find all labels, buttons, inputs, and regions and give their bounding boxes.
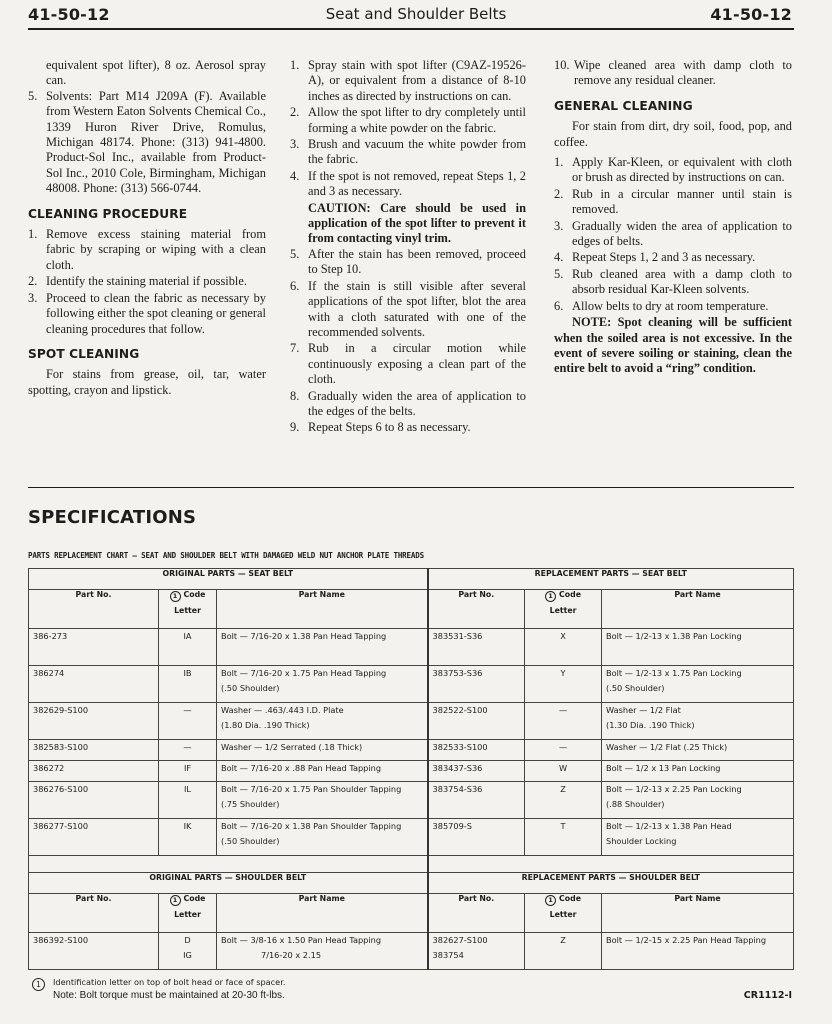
list-item [554,187,792,218]
list-item [28,227,266,273]
repl-part-name [602,740,794,761]
item-number: 1. [28,227,38,242]
list-item [554,267,792,298]
table-row [29,761,794,782]
orig-part-no: 386-273 [29,629,159,666]
part-name-line: Bolt — 1/2-13 x 2.25 Pan Locking [606,784,742,794]
item-number: 10. [554,58,570,72]
item-number: 4. [290,168,300,183]
circled-number-icon: 1 [545,895,556,906]
page-number-left: 41-50-12 [28,5,110,24]
orig-part-no: 386277-S100 [29,819,159,856]
col-header-part-name: Part Name [217,894,428,933]
text-column-2 [290,58,526,437]
part-name-line: Bolt — 7/16-20 x 1.38 Pan Shoulder Tapping [221,821,402,831]
list-item [554,155,792,186]
orig-code: IF [159,761,217,782]
item-text: Proceed to clean the fabric as necessary by following either the spot cleaning or general cleaning procedures that follow. [46,290,266,336]
col-header-part-no: Part No. [428,590,525,629]
repl-part-no [428,666,525,703]
table-row [29,629,794,666]
repl-part-no [428,819,525,856]
heading-general-cleaning: GENERAL CLEANING [554,98,693,113]
part-no-line: 383753-S36 [432,668,483,678]
repl-part-name [602,629,794,666]
item-number: 3. [290,137,300,152]
part-no-line: 383531-S36 [432,631,483,641]
col-header-code-letter [525,894,602,933]
part-name-line: Bolt — 1/2-13 x 1.38 Pan Locking [606,631,742,641]
code-label: Code [559,894,581,903]
orig-part-no: 386392-S100 [29,933,159,970]
orig-part-name [217,666,428,703]
orig-part-no: 386274 [29,666,159,703]
table-row [29,666,794,703]
part-no-line: 382627-S100 [432,935,488,945]
col-header-code-letter [159,590,217,629]
table-group-header [29,569,794,590]
item-number: 4. [554,250,564,265]
repl-code: W [525,761,602,782]
table-column-header [29,894,794,933]
part-name-line: Bolt — 7/16-20 x 1.75 Pan Head Tapping [221,668,387,678]
orig-part-no: 382629-S100 [29,703,159,740]
code-line: IG [183,950,192,960]
part-name-line: Bolt — 3/8-16 x 1.50 Pan Head Tapping [221,935,382,945]
col-header-part-name: Part Name [602,894,794,933]
part-name-line: Bolt — 1/2-15 x 2.25 Pan Head Tapping [606,935,767,945]
part-name-line: Washer — 1/2 Serrated (.18 Thick) [221,742,363,752]
part-name-line: (1.30 Dia. .190 Thick) [606,720,695,730]
part-name-line: Bolt — 7/16-20 x .88 Pan Head Tapping [221,763,382,773]
specifications-heading: SPECIFICATIONS [28,507,197,528]
orig-code: IL [159,782,217,819]
code-label: Code [183,894,206,903]
code-label: Code [559,590,581,599]
item-text: Apply Kar-Kleen, or equivalent with cloth or brush as directed by instructions on can. [572,155,792,185]
col-header-code-letter [159,894,217,933]
part-no-line: 382533-S100 [432,742,488,752]
col-header-part-no: Part No. [29,590,159,629]
torque-note: Note: Bolt torque must be maintained at 20-30 ft-lbs. [53,990,285,1001]
table-column-header [29,590,794,629]
item-text: Allow the spot lifter to dry completely until forming a white powder on the fabric. [308,105,526,135]
part-no-line: 383754-S36 [432,784,483,794]
orig-code: IB [159,666,217,703]
orig-part-name [217,782,428,819]
repl-part-no [428,703,525,740]
item-number: 2. [28,274,38,289]
list-item [554,58,792,89]
item-text: If the stain is still visible after several applications of the spot lifter, blot the area with a cloth saturated with one of the recommended solvents. [308,278,526,339]
item-text: Rub in a circular motion while continuously exposing a clean part of the cloth. [308,341,526,387]
list-item [290,420,526,435]
page-title: Seat and Shoulder Belts [325,5,507,23]
item-text: Spray stain with spot lifter (C9AZ-19526-A), or equivalent from a distance of 8-10 inches as directed by instructions on can. [308,58,526,103]
item-text: If the spot is not removed, repeat Steps 1, 2 and 3 as necessary. [308,168,526,199]
part-name-line: Shoulder Locking [606,836,677,846]
item-text: Identify the staining material if possible. [46,274,247,289]
spacer-cell [29,856,428,873]
code-line: D [184,935,191,945]
table-row [29,933,794,970]
orig-code: IA [159,629,217,666]
repl-part-no [428,761,525,782]
part-no-line: 382522-S100 [432,705,488,715]
part-name-line: Bolt — 1/2-13 x 1.38 Pan Head [606,821,732,831]
circled-number-icon: 1 [170,895,181,906]
item-number: 3. [554,218,564,233]
repl-part-name [602,782,794,819]
orig-code: IK [159,819,217,856]
letter-label: Letter [174,910,201,919]
item-text: Allow belts to dry at room temperature. [572,298,769,313]
list-item [554,250,792,265]
orig-code [159,933,217,970]
circled-number-icon: 1 [32,978,45,991]
part-name-line: (.50 Shoulder) [221,683,280,693]
item-number: 5. [290,246,300,261]
group-header-original-shoulder: ORIGINAL PARTS — SHOULDER BELT [29,873,428,894]
page-header [0,0,832,34]
repl-code: X [525,629,602,666]
circled-number-icon: 1 [170,591,181,602]
repl-part-no [428,629,525,666]
part-no-line: 383437-S36 [432,763,483,773]
spacer-cell [428,856,794,873]
repl-code: — [525,740,602,761]
part-no-line: 385709-S [432,821,472,831]
table-row [29,819,794,856]
repl-part-name [602,703,794,740]
group-header-replacement-shoulder: REPLACEMENT PARTS — SHOULDER BELT [428,873,794,894]
figure-code: CR1112-I [743,990,792,1001]
item-number: 6. [554,298,564,313]
repl-part-name [602,933,794,970]
part-name-line: Washer — 1/2 Flat (.25 Thick) [606,742,728,752]
list-item [290,279,526,341]
list-item [290,247,526,278]
letter-label: Letter [549,606,577,615]
item-number: 2. [554,186,564,201]
list-item [554,219,792,250]
repl-code: T [525,819,602,856]
item-number: 5. [28,88,38,103]
list-item [28,291,266,337]
code-label: Code [183,590,206,599]
list-item [290,105,526,136]
letter-label: Letter [174,606,201,615]
list-item [290,169,526,200]
repl-part-no [428,933,525,970]
section-divider [28,487,794,488]
orig-part-no: 386272 [29,761,159,782]
general-intro: For stain from dirt, dry soil, food, pop, and coffee. [554,119,792,149]
table-row [29,703,794,740]
group-header-original-seat: ORIGINAL PARTS — SEAT BELT [29,569,428,590]
orig-part-name [217,761,428,782]
parts-replacement-table [28,568,794,970]
list-item [290,389,526,420]
item-text: Remove excess staining material from fabric by scraping or wiping with a clean cloth. [46,227,266,272]
orig-code: — [159,703,217,740]
repl-part-name [602,666,794,703]
item-text: Rub in a circular manner until stain is removed. [572,186,792,217]
header-rule [28,28,794,30]
table-spacer-row [29,856,794,873]
col-header-part-name: Part Name [602,590,794,629]
footnote [32,977,285,991]
list-item [28,274,266,289]
chart-title: PARTS REPLACEMENT CHART — SEAT AND SHOULDER BELT WITH DAMAGED WELD NUT ANCHOR PLATE THREADS [28,550,424,560]
note-text: NOTE: Spot cleaning will be sufficient when the soiled area is not excessive. In the event of severe soiling or staining, clean the entire belt to avoid a “ring” condition. [554,315,792,376]
heading-cleaning-procedure: CLEANING PROCEDURE [28,206,188,221]
part-name-line: Washer — 1/2 Flat [606,705,681,715]
part-name-line: Bolt — 1/2 x 13 Pan Locking [606,763,721,773]
item-text: Gradually widen the area of application to the edges of the belts. [308,388,526,418]
list-item [290,137,526,168]
part-no-line: 383754 [432,950,464,960]
col-header-code-letter [525,590,602,629]
orig-part-no: 382583-S100 [29,740,159,761]
page-number-right: 41-50-12 [710,5,792,24]
item-number: 3. [28,290,38,305]
orig-part-no: 386276-S100 [29,782,159,819]
item-number: 2. [290,105,300,120]
part-name-line: 7/16-20 x 2.15 [261,950,322,960]
list-item [554,299,792,314]
repl-code: Z [525,933,602,970]
repl-code: Y [525,666,602,703]
orig-part-name [217,819,428,856]
orig-part-name [217,703,428,740]
item-number: 7. [290,341,300,356]
part-name-line: Bolt — 7/16-20 x 1.38 Pan Head Tapping [221,631,387,641]
item-text: Solvents: Part M14 J209A (F). Available from Western Eaton Solvents Chemical Co., 1339 Huron River Drive, Romulus, Michigan 48174. Phone: (313) 941-4800. Product-Sol Inc., available from Product-Sol Inc., 2010 Cole, Birmingham, Michigan 48008. Phone: (313) 566-0744. [46,88,266,196]
item-text: Gradually widen the area of application to edges of belts. [572,218,792,249]
item-text: Brush and vacuum the white powder from the fabric. [308,137,526,167]
item-number: 6. [290,278,300,293]
text-column-1 [28,58,266,398]
part-name-line: (.50 Shoulder) [221,836,280,846]
orig-part-name [217,933,428,970]
caution-note: CAUTION: Care should be used in application of the spot lifter to prevent it from contacting vinyl trim. [308,200,526,246]
list-item [290,341,526,387]
list-item [28,89,266,197]
letter-label: Letter [549,910,577,919]
footnote-text: Identification letter on top of bolt head or face of spacer. [53,977,286,987]
col-header-part-no: Part No. [29,894,159,933]
repl-part-no [428,740,525,761]
part-name-line: (.50 Shoulder) [606,683,665,693]
orig-part-name [217,740,428,761]
spot-intro: For stains from grease, oil, tar, water spotting, crayon and lipstick. [28,367,266,397]
col-header-part-name: Part Name [217,590,428,629]
part-name-line: (.75 Shoulder) [221,799,280,809]
part-name-line: Bolt — 1/2-13 x 1.75 Pan Locking [606,668,742,678]
item-text: Repeat Steps 1, 2 and 3 as necessary. [572,250,756,265]
repl-code: Z [525,782,602,819]
text-column-3 [554,58,792,377]
part-name-line: Bolt — 7/16-20 x 1.75 Pan Shoulder Tapping [221,784,402,794]
group-header-replacement-seat: REPLACEMENT PARTS — SEAT BELT [428,569,794,590]
item-number: 1. [290,58,300,72]
table-row [29,740,794,761]
orig-code: — [159,740,217,761]
heading-spot-cleaning: SPOT CLEANING [28,346,140,361]
repl-part-name [602,761,794,782]
repl-part-no [428,782,525,819]
item-text: Rub cleaned area with a damp cloth to absorb residual Kar-Kleen solvents. [572,266,792,297]
item-text: Wipe cleaned area with damp cloth to remove any residual cleaner. [574,58,792,88]
table-group-header [29,873,794,894]
list-item [290,58,526,104]
item-number: 9. [290,420,300,435]
part-name-line: (1.80 Dia. .190 Thick) [221,720,310,730]
item-text: After the stain has been removed, proceed to Step 10. [308,246,526,277]
item-number: 8. [290,388,300,403]
item-text: Repeat Steps 6 to 8 as necessary. [308,420,471,435]
circled-number-icon: 1 [545,591,556,602]
continued-text: equivalent spot lifter), 8 oz. Aerosol spray can. [46,58,266,88]
repl-code: — [525,703,602,740]
item-number: 5. [554,266,564,281]
item-number: 1. [554,155,564,170]
part-name-line: (.88 Shoulder) [606,799,665,809]
col-header-part-no: Part No. [428,894,525,933]
table-row [29,782,794,819]
part-name-line: Washer — .463/.443 I.D. Plate [221,705,344,715]
orig-part-name [217,629,428,666]
repl-part-name [602,819,794,856]
